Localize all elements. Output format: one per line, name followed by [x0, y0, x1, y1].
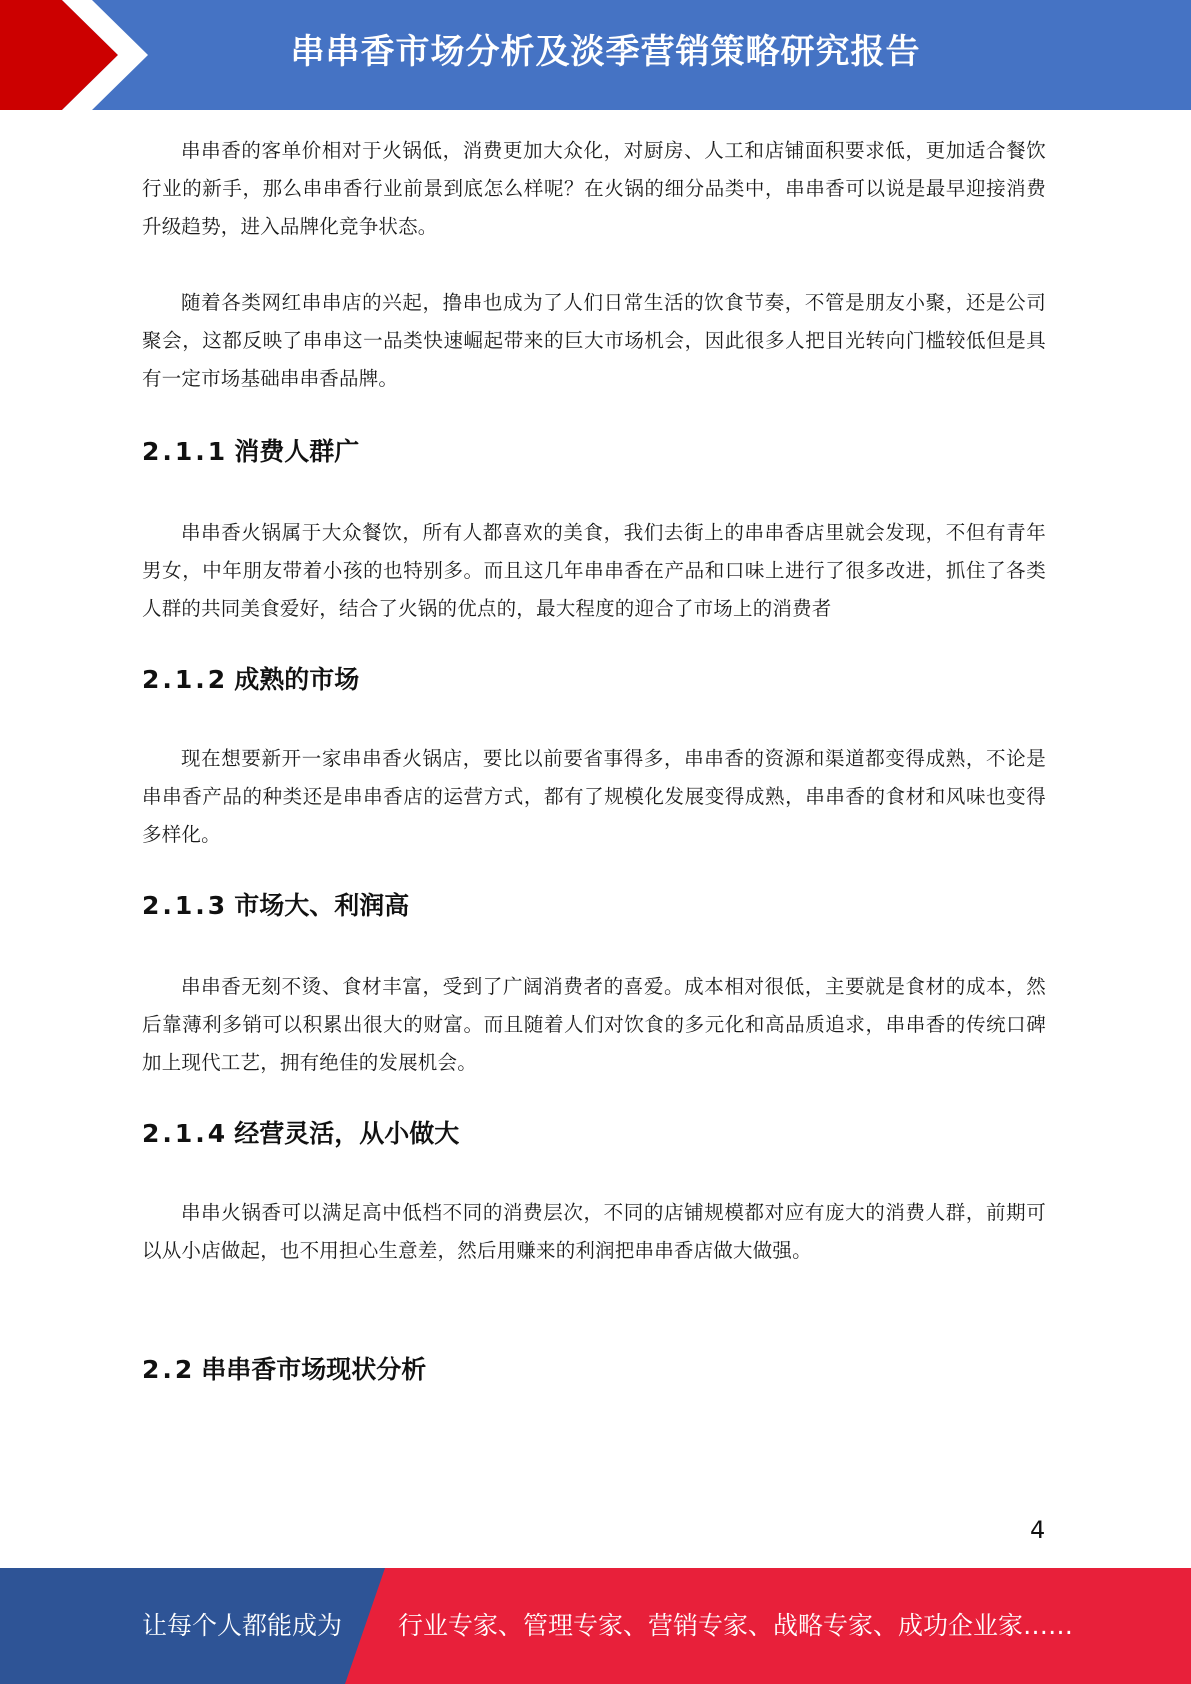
section-number: 2.1.1 [142, 437, 229, 466]
page-content [142, 132, 1046, 1388]
paragraph-mature-market: 现在想要新开一家串串香火锅店，要比以前要省事得多，串串香的资源和渠道都变得成熟，不论是串串香产品的种类还是串串香店的运营方式，都有了规模化发展变得成熟，串串香的食材和风味也变得多样化。 [142, 747, 1046, 846]
section-heading-2-1-2 [142, 662, 1046, 698]
section-number: 2.1.2 [142, 665, 229, 694]
section-heading-2-2 [142, 1352, 1046, 1388]
paragraph-profit: 串串香无刻不烫、食材丰富，受到了广阔消费者的喜爱。成本相对很低，主要就是食材的成本，然后靠薄利多销可以积累出很大的财富。而且随着人们对饮食的多元化和高品质追求，串串香的传统口碑加上现代工艺，拥有绝佳的发展机会。 [142, 975, 1046, 1074]
section-number: 2.1.3 [142, 891, 229, 920]
section-heading-2-1-3 [142, 888, 1046, 924]
section-title: 串串香市场现状分析 [201, 1355, 427, 1384]
document-title: 串串香市场分析及淡季营销策略研究报告 [290, 32, 921, 72]
section-title: 经营灵活，从小做大 [234, 1119, 460, 1148]
section-title: 市场大、利润高 [234, 891, 410, 920]
paragraph-trend: 随着各类网红串串店的兴起，撸串也成为了人们日常生活的饮食节奏，不管是朋友小聚，还是公司聚会，这都反映了串串这一品类快速崛起带来的巨大市场机会，因此很多人把目光转向门槛较低但是具有一定市场基础串串香品牌。 [142, 291, 1046, 390]
section-number: 2.1.4 [142, 1119, 229, 1148]
paragraph-consumers: 串串香火锅属于大众餐饮，所有人都喜欢的美食，我们去街上的串串香店里就会发现，不但有青年男女，中年朋友带着小孩的也特别多。而且这几年串串香在产品和口味上进行了很多改进，抓住了各类人群的共同美食爱好，结合了火锅的优点的，最大程度的迎合了市场上的消费者 [142, 521, 1046, 620]
footer-banner [0, 1568, 1191, 1684]
section-heading-2-1-4 [142, 1116, 1046, 1152]
page-number: 4 [1030, 1516, 1046, 1544]
paragraph-flexible: 串串火锅香可以满足高中低档不同的消费层次，不同的店铺规模都对应有庞大的消费人群，前期可以从小店做起，也不用担心生意差，然后用赚来的利润把串串香店做大做强。 [142, 1201, 1046, 1262]
section-heading-2-1-1 [142, 434, 1046, 470]
footer-slogan-right: 行业专家、管理专家、营销专家、战略专家、成功企业家…… [398, 1611, 1074, 1640]
paragraph-intro: 串串香的客单价相对于火锅低，消费更加大众化，对厨房、人工和店铺面积要求低，更加适合餐饮行业的新手，那么串串香行业前景到底怎么样呢？在火锅的细分品类中，串串香可以说是最早迎接消费升级趋势，进入品牌化竞争状态。 [142, 139, 1046, 238]
section-title: 成熟的市场 [234, 665, 360, 694]
section-title: 消费人群广 [234, 437, 360, 466]
footer-slogan-left: 让每个人都能成为 [142, 1611, 343, 1640]
header-banner [0, 0, 1191, 110]
section-number: 2.2 [142, 1355, 196, 1384]
